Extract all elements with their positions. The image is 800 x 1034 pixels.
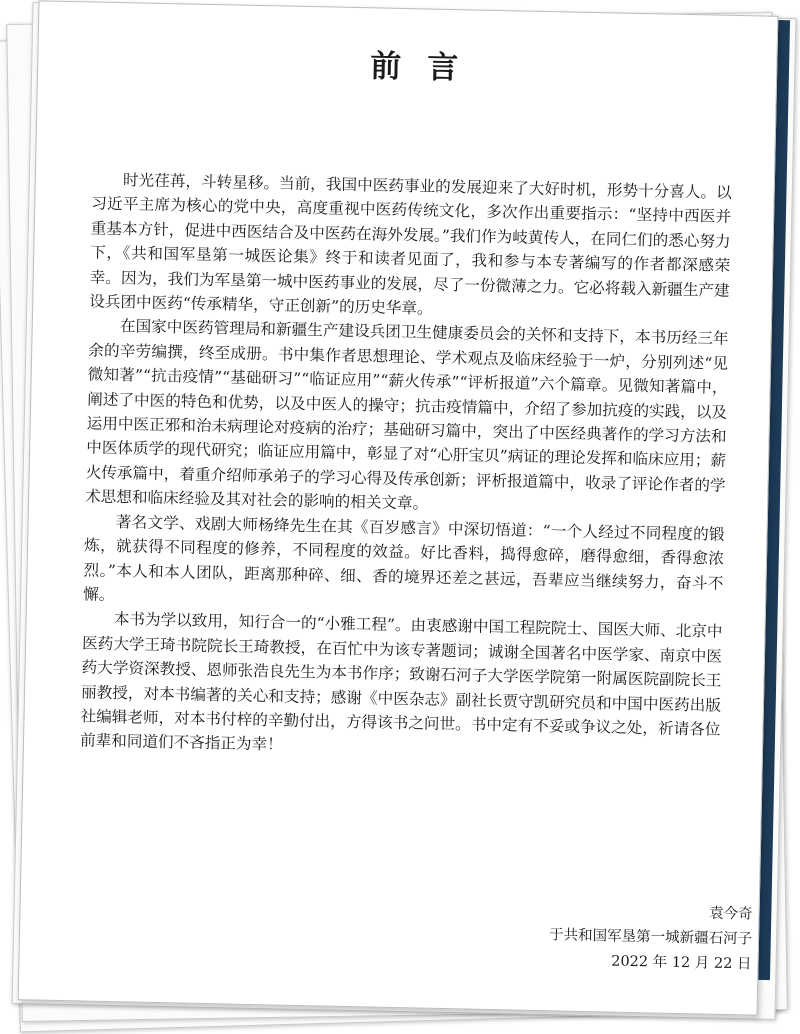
paragraph: 时光荏苒，斗转星移。当前，我国中医药事业的发展迎来了大好时机，形势十分喜人。以习近平主席为核心的党中央，高度重视中医药传统文化，多次作出重要指示：“坚持中西医并重基本方针，促进中西医结合及中医药在海外发展。”我们作为岐黄传人，在同仁们的悉心努力下，《共和国军垦第一城医论集》终于和读者见面了，我和参与本专著编写的作者都深感荣幸。因为，我们为军垦第一城中医药事业的发展，尽了一份微薄之力。它必将载入新疆生产建设兵团中医药“传承精华，守正创新”的历史华章。 <box>89 171 732 318</box>
document-page <box>18 0 779 1015</box>
paragraph: 本书为学以致用，知行合一的“小雅工程”。由衷感谢中国工程院院士、国医大师、北京中医药大学王琦书院院长王琦教授，在百忙中为该专著题词；诚谢全国著名中医学家、南京中医药大学资深教授、恩师张浩良先生为本书作序；致谢石河子大学医学院第一附属医院副院长王丽教授，对本书编著的关心和支持；感谢《中医杂志》副社长贾守凯研究员和中国中医药出版社编辑老师，对本书付梓的辛勤付出，方得该书之问世。书中定有不妥或争议之处，祈请各位前辈和同道们不吝指正为幸！ <box>79 610 723 754</box>
signature-block <box>431 896 753 978</box>
paragraph: 著名文学、戏剧大师杨绛先生在其《百岁感言》中深切悟道：“一个人经过不同程度的锻炼，就获得不同程度的修养，不同程度的效益。好比香料，捣得愈碎，磨得愈细，香得愈浓烈。”本人和本人团队，距离那种碎、细、香的境界还差之甚远，吾辈应当继续努力，奋斗不懈。 <box>82 512 725 604</box>
page-title: 前言 <box>369 48 485 87</box>
preface-body <box>80 168 732 767</box>
paragraph: 在国家中医药管理局和新疆生产建设兵团卫生健康委员会的关怀和支持下，本书历经三年余的辛劳编撰，终至成册。书中集作者思想理论、学术观点及临床经验于一炉，分别列述“见微知著”“抗击疫情”“基础研习”“临证应用”“薪火传承”“评析报道”六个篇章。见微知著篇中，阐述了中医的特色和优势，以及中医人的操守；抗击疫情篇中，介绍了参加抗疫的实践，以及运用中医正邪和治未病理论对疫病的治疗；基础研习篇中，突出了中医经典著作的学习方法和中医体质学的现代研究；临证应用篇中，彰显了对“心肝宝贝”病证的理论发挥和临床应用；薪火传承篇中，着重介绍师承弟子的学习心得及传承创新；评析报道篇中，收录了评论作者的学术思想和临床经验及其对社会的影响的相关文章。 <box>84 317 729 513</box>
signature-place: 于共和国军垦第一城新疆石河子 <box>548 927 753 948</box>
page-content <box>80 35 735 767</box>
signature-date: 2022 年 12 月 22 日 <box>611 953 752 973</box>
signature-author: 袁今奇 <box>708 905 753 923</box>
